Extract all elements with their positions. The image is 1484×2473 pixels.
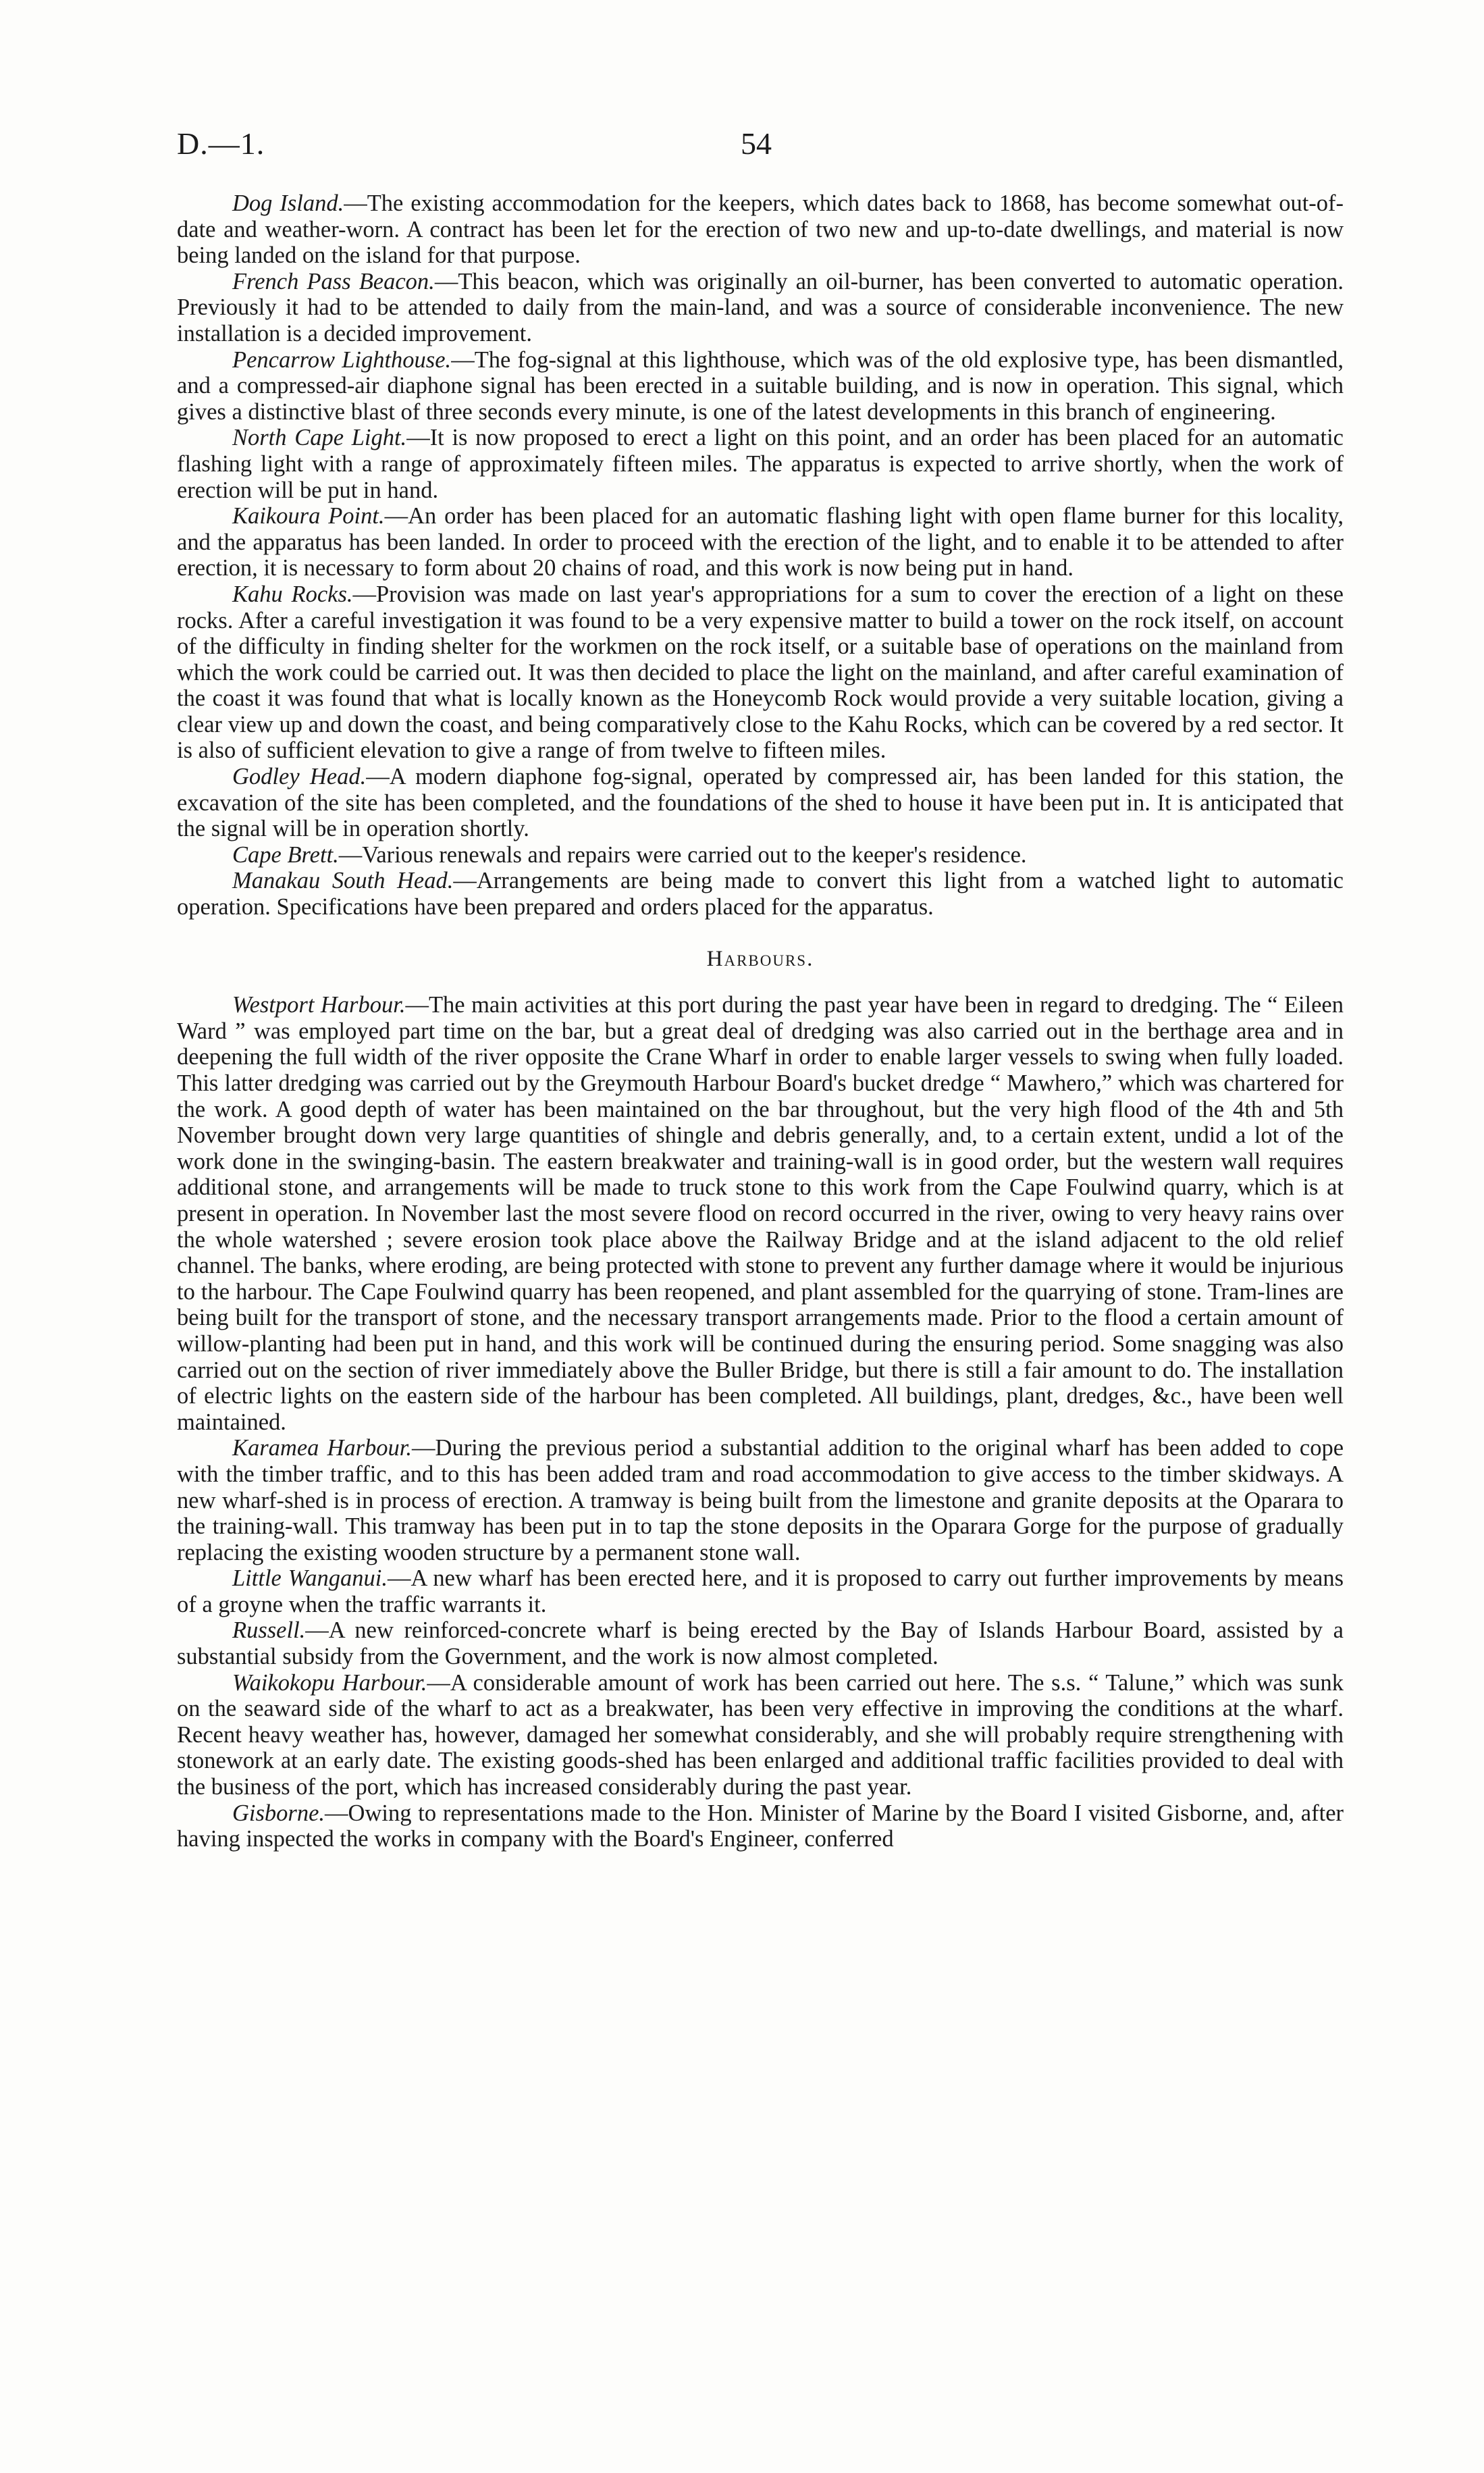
paragraph-heading: Westport Harbour. bbox=[232, 992, 406, 1018]
paragraph-text: —An order has been placed for an automatic flashing light with open flame burner for this locality, and the apparatus has been landed. In order to proceed with the erection of the light, and to enable it to be attended to after erection, it is necessary to form about 20 chains of road, and this work is now being put in hand. bbox=[177, 503, 1344, 581]
paragraph-gisborne bbox=[177, 1800, 1344, 1852]
paragraph-heading: Karamea Harbour. bbox=[232, 1435, 413, 1461]
paragraph-godley-head bbox=[177, 764, 1344, 842]
paragraph-waikokopu-harbour bbox=[177, 1670, 1344, 1800]
paragraph-text: —A considerable amount of work has been carried out here. The s.s. “ Talune,” which was sunk on the seaward side of the wharf to act as a breakwater, has been very effective in improving the conditions at the wharf. Recent heavy weather has, however, damaged her somewhat considerably, and she will probably require strengthening with stonework at an early date. The existing goods-shed has been enlarged and additional traffic facilities provided to deal with the business of the port, which has increased considerably during the past year. bbox=[177, 1669, 1344, 1800]
paragraph-heading: North Cape Light. bbox=[232, 425, 407, 451]
paragraph-heading: Little Wanganui. bbox=[232, 1565, 388, 1592]
paragraph-dog-island bbox=[177, 190, 1344, 269]
paragraph-karamea-harbour bbox=[177, 1435, 1344, 1565]
paragraph-heading: Godley Head. bbox=[232, 764, 367, 790]
paragraph-french-pass-beacon bbox=[177, 269, 1344, 347]
document-reference: D.—1. bbox=[177, 126, 265, 161]
paragraph-pencarrow-lighthouse bbox=[177, 347, 1344, 425]
paragraph-cape-brett bbox=[177, 842, 1344, 868]
paragraph-russell bbox=[177, 1617, 1344, 1669]
paragraph-little-wanganui bbox=[177, 1565, 1344, 1617]
paragraph-text: —A new wharf has been erected here, and it is proposed to carry out further improvements by means of a groyne when the traffic warrants it. bbox=[177, 1565, 1344, 1617]
paragraph-text: —This beacon, which was originally an oil-burner, has been converted to automatic operation. Previously it had to be attended to daily from the main-land, and was a source of considerable inconvenience. The new installation is a decided improvement. bbox=[177, 268, 1344, 346]
paragraph-text: —During the previous period a substantial addition to the original wharf has been added to cope with the timber traffic, and to this has been added tram and road accommodation to give access to the timber skidways. A new wharf-shed is in process of erection. A tramway is being built from the limestone and granite deposits at the Oparara to the training-wall. This tramway has been put in to tap the stone deposits in the Oparara Gorge for the purpose of gradually replacing the existing wooden structure by a permanent stone wall. bbox=[177, 1435, 1344, 1565]
paragraph-heading: Dog Island. bbox=[232, 190, 344, 216]
paragraph-heading: Waikokopu Harbour. bbox=[232, 1669, 427, 1696]
paragraph-heading: Pencarrow Lighthouse. bbox=[232, 346, 452, 373]
page-number: 54 bbox=[741, 126, 772, 161]
paragraph-heading: Kaikoura Point. bbox=[232, 503, 385, 529]
paragraph-text: —The main activities at this port during the past year have been in regard to dredging. The “ Eileen Ward ” was employed part time on the bar, but a great deal of dredging was also carried out in the berthage area and in deepening the full width of the river opposite the Crane Wharf in order to enable larger vessels to swing when fully loaded. This latter dredging was carried out by the Greymouth Harbour Board's bucket dredge “ Mawhero,” which was chartered for the work. A good depth of water has been maintained on the bar throughout, but the very high flood of the 4th and 5th November brought down very large quantities of shingle and debris generally, and, to a certain extent, undid a lot of the work done in the swinging-basin. The eastern breakwater and training-wall is in good order, but the western wall requires additional stone, and arrangements will be made to truck stone to this work from the Cape Foulwind quarry, which is at present in operation. In November last the most severe flood on record occurred in the river, owing to very heavy rains over the whole watershed ; severe erosion took place above the Railway Bridge and at the island adjacent to the old relief channel. The banks, where eroding, are being protected with stone to prevent any further damage where it would be injurious to the harbour. The Cape Foulwind quarry has been reopened, and plant assembled for the quarrying of stone. Tram-lines are being built for the transport of stone, and the necessary transport arrangements made. Prior to the flood a certain amount of willow-planting had been put in hand, and this work will be continued during the ensuring period. Some snagging was also carried out on the section of river immediately above the Buller Bridge, but there is still a fair amount to do. The installation of electric lights on the eastern side of the harbour has been completed. All buildings, plant, dredges, &c., have been well maintained. bbox=[177, 992, 1344, 1435]
paragraph-heading: Cape Brett. bbox=[232, 841, 339, 868]
paragraph-text: —It is now proposed to erect a light on this point, and an order has been placed for an automatic flashing light with a range of approximately fifteen miles. The apparatus is expected to arrive shortly, when the work of erection will be put in hand. bbox=[177, 425, 1344, 503]
paragraph-heading: Kahu Rocks. bbox=[232, 581, 353, 607]
paragraph-north-cape-light bbox=[177, 425, 1344, 503]
paragraph-heading: Manakau South Head. bbox=[232, 868, 454, 894]
paragraph-text: —The existing accommodation for the keepers, which dates back to 1868, has become somewhat out-of-date and weather-worn. A contract has been let for the erection of two new and up-to-date dwellings, and material is now being landed on the island for that purpose. bbox=[177, 190, 1344, 269]
paragraph-text: —Owing to representations made to the Hon. Minister of Marine by the Board I visited Gisborne, and, after having inspected the works in company with the Board's Engineer, conferred bbox=[177, 1800, 1344, 1852]
paragraph-westport-harbour bbox=[177, 992, 1344, 1435]
paragraph-heading: French Pass Beacon. bbox=[232, 268, 435, 294]
paragraph-manakau-south-head bbox=[177, 868, 1344, 920]
paragraph-text: —The fog-signal at this lighthouse, which was of the old explosive type, has been dismantled, and a compressed-air diaphone signal has been erected in a suitable building, and is now in operation. This signal, which gives a distinctive blast of three seconds every minute, is one of the latest developments in this branch of engineering. bbox=[177, 346, 1344, 425]
section-title-harbours: Harbours. bbox=[706, 946, 814, 971]
body-text bbox=[177, 190, 1344, 1852]
paragraph-text: —Provision was made on last year's appropriations for a sum to cover the erection of a light on these rocks. After a careful investigation it was found to be a very expensive matter to build a tower on the rock itself, on account of the difficulty in finding shelter for the workmen on the rock itself, or a suitable base of operations on the mainland from which the work could be carried out. It was then decided to place the light on the mainland, and after careful examination of the coast it was found that what is locally known as the Honeycomb Rock would provide a very suitable location, giving a clear view up and down the coast, and being comparatively close to the Kahu Rocks, which can be covered by a red sector. It is also of sufficient elevation to give a range of from twelve to fifteen miles. bbox=[177, 581, 1344, 764]
paragraph-text: —Various renewals and repairs were carried out to the keeper's residence. bbox=[338, 841, 1027, 868]
paragraph-text: —A modern diaphone fog-signal, operated by compressed air, has been landed for this station, the excavation of the site has been completed, and the foundations of the shed to house it have been put in. It is anticipated that the signal will be in operation shortly. bbox=[177, 764, 1344, 842]
paragraph-heading: Russell. bbox=[232, 1617, 306, 1644]
paragraph-kaikoura-point bbox=[177, 503, 1344, 581]
paragraph-text: —A new reinforced-concrete wharf is being erected by the Bay of Islands Harbour Board, assisted by a substantial subsidy from the Government, and the work is now almost completed. bbox=[177, 1617, 1344, 1670]
paragraph-kahu-rocks bbox=[177, 581, 1344, 764]
paragraph-text: —Arrangements are being made to convert this light from a watched light to automatic operation. Specifications have been prepared and orders placed for the apparatus. bbox=[177, 868, 1344, 920]
paragraph-heading: Gisborne. bbox=[232, 1800, 325, 1826]
